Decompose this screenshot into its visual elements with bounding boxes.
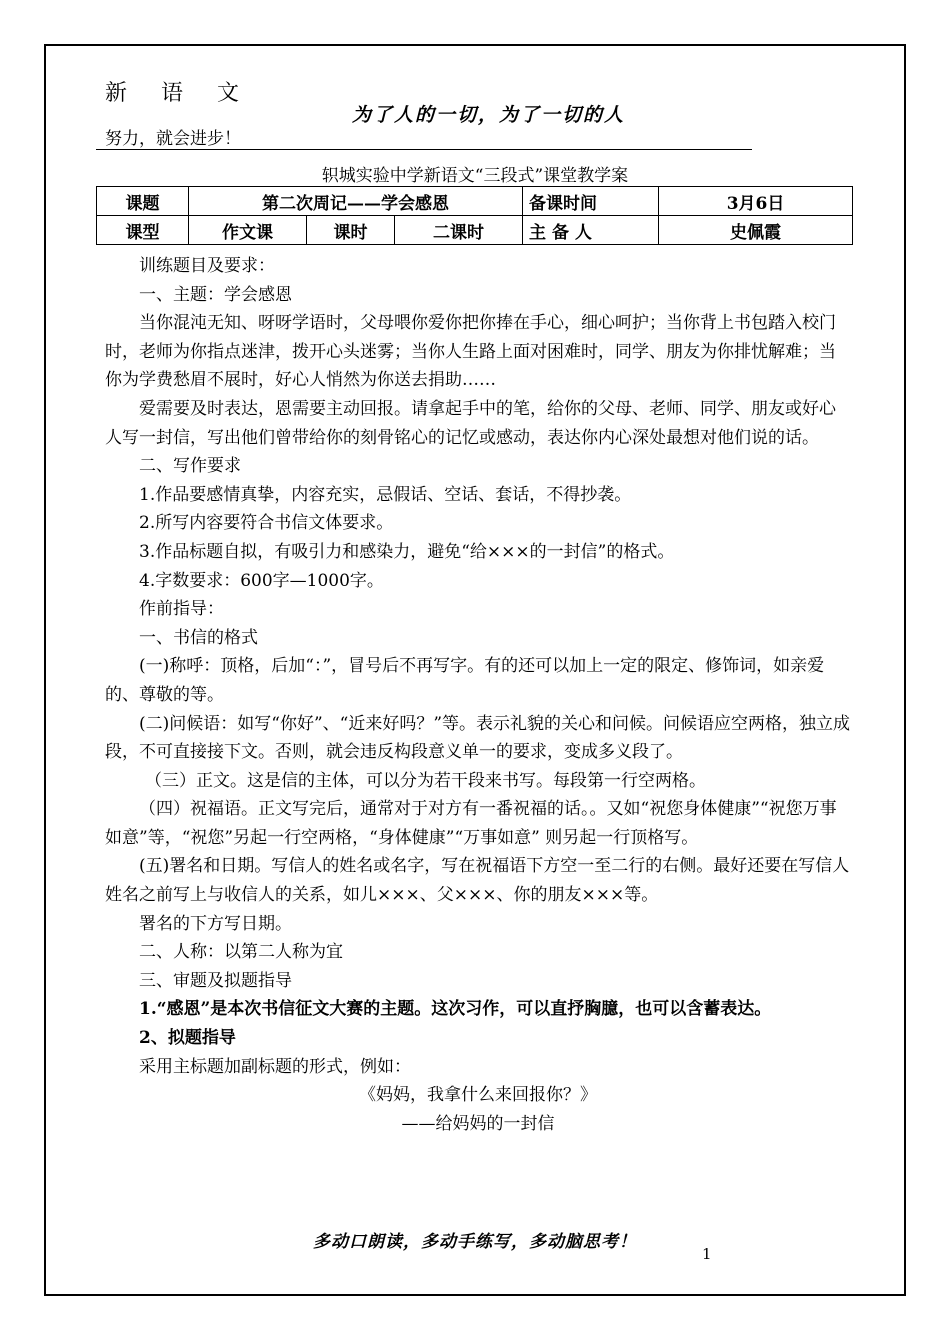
section-heading: 二、写作要求 (139, 456, 241, 477)
school-plan-title: 轵城实验中学新语文“三段式”课堂教学案 (321, 166, 629, 186)
prep-time-label: 备课时间 (523, 187, 659, 216)
paragraph: 采用主标题加副标题的形式，例如： (139, 1056, 411, 1077)
footer-slogan: 多动口朗读，多动手练写，多动脑思考！ (313, 1232, 637, 1252)
section-heading: 作前指导： (139, 599, 224, 620)
topic-value: 第二次周记——学会感恩 (189, 187, 523, 216)
section-heading: 2、拟题指导 (139, 1028, 236, 1049)
lesson-info-table (96, 186, 853, 245)
periods-label: 课时 (307, 216, 395, 245)
slogan: 努力，就会进步！ (105, 129, 241, 149)
paragraph: 1.“感恩”是本次书信征文大赛的主题。这次习作，可以直抒胸臆，也可以含蓄表达。 (139, 999, 772, 1020)
paragraph: (五)署名和日期。写信人的姓名或名字，写在祝福语下方空一至二行的右侧。最好还要在写信人姓名之前写上与收信人的关系，如儿×××、父×××、你的朋友×××等。 (105, 856, 850, 906)
page-number: 1 (702, 1245, 712, 1263)
motto: 为了人的一切，为了一切的人 (352, 104, 626, 126)
section-heading: 一、主题：学会感恩 (139, 284, 292, 305)
prep-time-value: 3月6日 (659, 187, 853, 216)
brand-title: 新语文 (105, 81, 274, 106)
lesson-type-value: 作文课 (189, 216, 307, 245)
lesson-type-label: 课型 (97, 216, 189, 245)
paragraph: （三）正文。这是信的主体，可以分为若干段来书写。每段第一行空两格。 (145, 770, 706, 791)
paragraph: （四）祝福语。正文写完后，通常对于对方有一番祝福的话。。又如“祝您身体健康”“祝您万事如意”等，“祝您”另起一行空两格，“身体健康”“万事如意” 则另起一行顶格写。 (105, 799, 837, 848)
table-row (97, 216, 853, 245)
list-item: 4.字数要求：600字—1000字。 (139, 570, 384, 591)
section-heading: 三、审题及拟题指导 (139, 970, 292, 991)
preparer-label: 主 备 人 (523, 216, 659, 245)
paragraph: (一)称呼：顶格，后加“：”，冒号后不再写字。有的还可以加上一定的限定、修饰词，如亲爱的、尊敬的等。 (105, 656, 825, 705)
list-item: 2.所写内容要符合书信文体要求。 (139, 513, 394, 534)
table-row (97, 187, 853, 216)
topic-label: 课题 (97, 187, 189, 216)
section-heading: 一、书信的格式 (139, 627, 258, 648)
paragraph: 当你混沌无知、呀呀学语时，父母喂你爱你把你捧在手心，细心呵护；当你背上书包踏入校门时，老师为你指点迷津，拨开心头迷雾；当你人生路上面对困难时，同学、朋友为你排忧解难；当你为学费愁眉不展时，好心人悄然为你送去捐助…… (105, 313, 836, 391)
paragraph: (二)问候语：如写“你好”、“近来好吗？”等。表示礼貌的关心和问候。问候语应空两格，独立成段，不可直接接下文。否则，就会违反构段意义单一的要求，变成多义段了。 (105, 713, 851, 763)
header-rule (96, 149, 752, 150)
periods-value: 二课时 (395, 216, 523, 245)
section-heading: 训练题目及要求： (139, 256, 275, 276)
paragraph: 爱需要及时表达，恩需要主动回报。请拿起手中的笔，给你的父母、老师、同学、朋友或好心人写一封信，写出他们曾带给你的刻骨铭心的记忆或感动，表达你内心深处最想对他们说的话。 (105, 398, 836, 448)
example-title: 《妈妈，我拿什么来回报你？》 (359, 1085, 597, 1106)
list-item: 3.作品标题自拟，有吸引力和感染力，避免“给×××的一封信”的格式。 (139, 541, 675, 562)
paragraph: 署名的下方写日期。 (139, 913, 292, 934)
list-item: 1.作品要感情真挚，内容充实，忌假话、空话、套话，不得抄袭。 (139, 484, 632, 505)
lesson-content (105, 252, 851, 1138)
preparer-value: 史佩霞 (659, 216, 853, 245)
section-heading: 二、人称：以第二人称为宜 (139, 942, 343, 963)
example-subtitle: ——给妈妈的一封信 (401, 1113, 555, 1134)
